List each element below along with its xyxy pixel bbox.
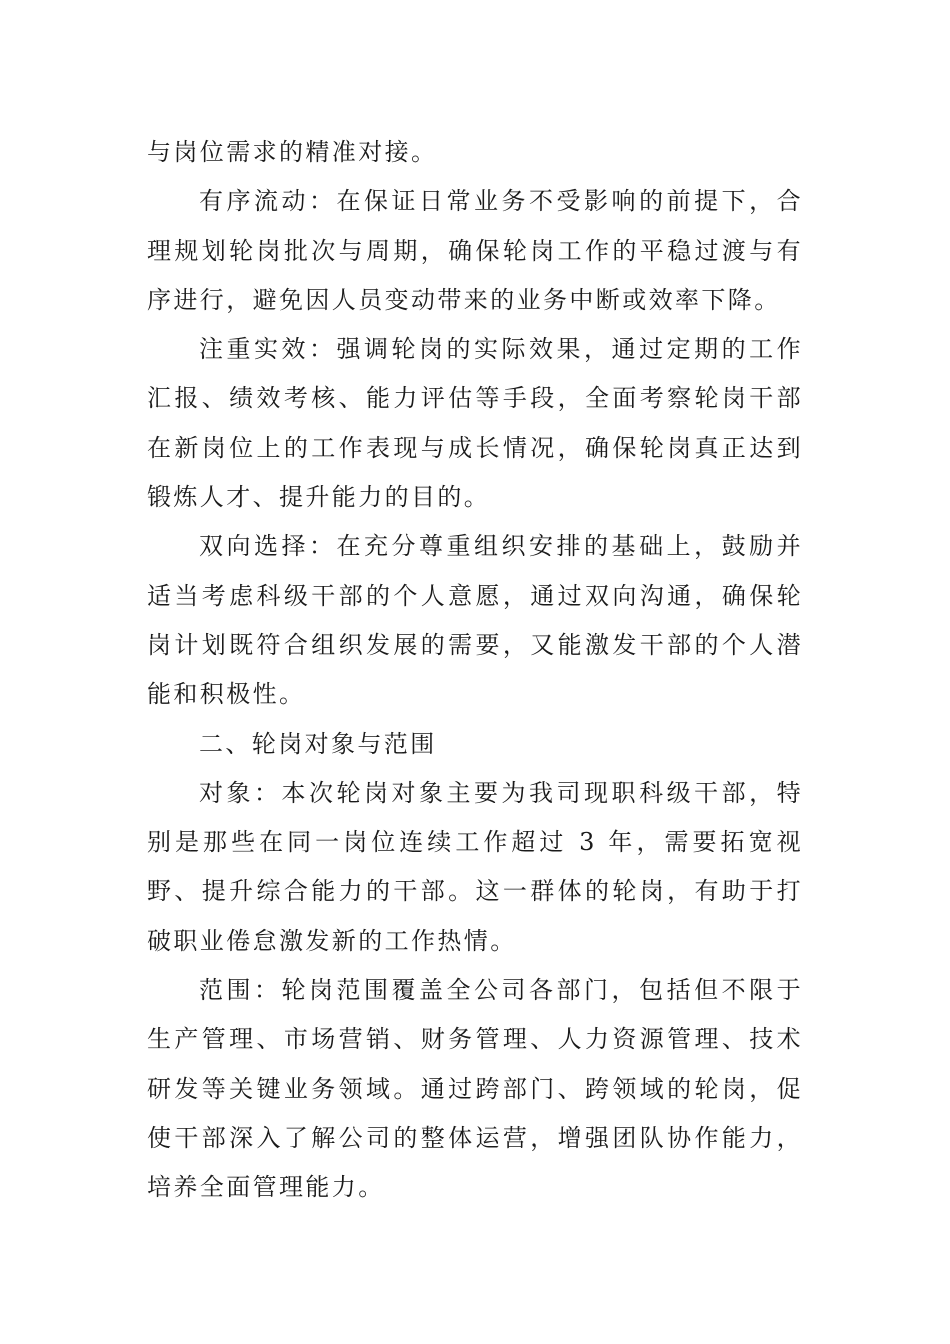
paragraph-continuation: 与岗位需求的精准对接。 — [147, 138, 438, 166]
paragraph-effectiveness: 注重实效：强调轮岗的实际效果，通过定期的工作汇报、绩效考核、能力评估等手段，全面考察轮岗干部在新岗位上的工作表现与成长情况，确保轮岗真正达到锻炼人才、提升能力的目的。 — [147, 335, 803, 512]
paragraph-two-way-selection: 双向选择：在充分尊重组织安排的基础上，鼓励并适当考虑科级干部的个人意愿，通过双向沟通，确保轮岗计划既符合组织发展的需要，又能激发干部的个人潜能和积极性。 — [147, 532, 803, 709]
document-body — [147, 128, 803, 1213]
paragraph-orderly-flow: 有序流动：在保证日常业务不受影响的前提下，合理规划轮岗批次与周期，确保轮岗工作的平稳过渡与有序进行，避免因人员变动带来的业务中断或效率下降。 — [147, 187, 803, 314]
paragraph-scope: 范围：轮岗范围覆盖全公司各部门，包括但不限于生产管理、市场营销、财务管理、人力资源管理、技术研发等关键业务领域。通过跨部门、跨领域的轮岗，促使干部深入了解公司的整体运营，增强团队协作能力，培养全面管理能力。 — [147, 976, 803, 1202]
section-heading-targets-scope: 二、轮岗对象与范围 — [199, 729, 437, 758]
paragraph-targets: 对象：本次轮岗对象主要为我司现职科级干部，特别是那些在同一岗位连续工作超过 3 年，需要拓宽视野、提升综合能力的干部。这一群体的轮岗，有助于打破职业倦怠激发新的工作热情。 — [147, 778, 803, 955]
